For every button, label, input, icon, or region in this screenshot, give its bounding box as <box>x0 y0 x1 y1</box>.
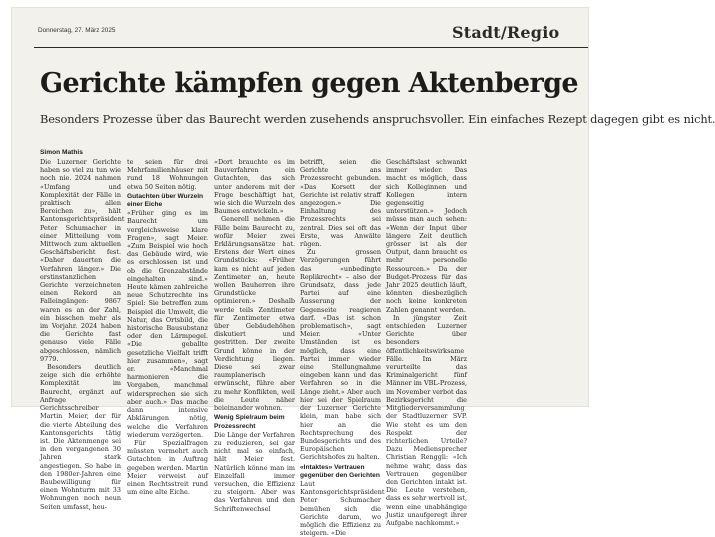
paragraph: Besonders deutlich zeige sich die erhöhte Komplexität im Baurecht, ergänzt auf Anfrage Gerichtsschreiber Martin Meier, der für die vierte Abteilung des Kantonsgerichts tätig ist. Die Aktenmenge sei in den vergangenen 30 Jahren stark angestiegen. So habe in den 1980er-Jahren eine Baubewilligung für einen Wohnturm mit 33 Wohnungen noch neun Seiten umfasst, heu- <box>40 363 121 511</box>
article-headline: Gerichte kämpfen gegen Aktenberge <box>40 68 578 99</box>
paragraph: Zu grossen Verzögerungen führt das «unbedingte Replikrecht» – also der Grundsatz, dass jede Partei auf eine Äusserung der Gegenseite reagieren darf. «Das ist schon problematisch», sagt Meier. «Unter Umständen ist es möglich, dass eine Partei immer wieder eine Stellungnahme eingeben kann und das Verfahren so in die Länge zieht.» Aber auch hier sei der Spielraum der Luzerner Gerichte klein, man habe sich hier an die Rechtsprechung des Bundesgerichts und des Europäischen Gerichtshofes zu halten. <box>300 248 381 462</box>
paragraph: Laut Kantonsgerichtspräsident Peter Schumacher bemühen sich die Gerichte darum, wo möglich die Effizienz zu steigern. «Die <box>300 479 385 537</box>
text-column-1 <box>40 158 125 511</box>
subheading: «Intaktes» Vertrauen gegenüber den Gerichten <box>300 463 380 479</box>
paragraph: Geschäftslast schwankt immer wieder. Das macht es möglich, dass sich Kolleginnen und Kollegen intern gegenseitig unterstützen.» Jedoch müsse man auch sehen: «Wenn der Input über längere Zeit deutlich grösser ist als der Output, dann braucht es mehr personelle Ressourcen.» Da der Budget-Prozess für das Jahr 2025 deutlich läuft, könnten diesbezüglich noch keine konkreten Zahlen genannt werden. <box>386 158 467 314</box>
paragraph: te seien für drei Mehrfamilienhäuser mit rund 18 Wohnungen etwa 50 Seiten nötig. <box>127 158 208 191</box>
paragraph: In jüngster Zeit entschieden Luzerner Gerichte über besonders öffentlichkeitswirksame Fälle. Im März verurteilte das Kriminalgericht fünf Männer im VBL-Prozess, im November verbot das Bezirksgericht die Mitgliederversammlung der Stadtluzerner SVP. Wie steht es um den Respekt der richterlichen Urteile? Dazu Mediensprecher Christian Renggli: «Ich nehme wahr, dass das Vertrauen gegenüber den Gerichten intakt ist. Die Leute verstehen, dass es sehr wertvoll ist, wenn eine unabhängige Justiz unaufgeregt ihrer Aufgabe nachkommt.» <box>386 313 467 527</box>
section-title: Stadt/Regio <box>452 23 560 42</box>
paragraph: Die Länge der Verfahren zu reduzieren, sei gar nicht mal so einfach, hält Meier fest. Natürlich könne man im Einzelfall immer versuchen, die Effizienz zu steigern. Aber was das Verfahren und den Schriftenwechsel <box>214 430 295 513</box>
subheading: Wenig Spielraum beim Prozessrecht <box>214 414 285 430</box>
issue-date: Donnerstag, 27. März 2025 <box>38 27 116 34</box>
newspaper-page <box>12 8 715 537</box>
subheading: Gutachten über Wurzeln einer Eiche <box>127 192 204 209</box>
paragraph: betrifft, seien die Gerichte ans Prozessrecht gebunden. «Das Korsett der Gerichte ist relativ straff angezogen.» Die Einhaltung des Prozessrechts sei zentral. Dies sei oft das Erste, was Anwälte rügen. <box>300 158 381 249</box>
paragraph: «Dort brauchte es im Bauverfahren ein Gutachten, das sich unter anderem mit der Frage beschäftigt hat, wie sich die Wurzeln des Baumes entwickeln.» <box>214 158 295 216</box>
paragraph: Für Spezialfragen müssten vermehrt auch Gutachten in Auftrag gegeben werden. Martin Meier verweist auf einen Rechtsstreit rund um eine alte Eiche. <box>127 438 208 497</box>
text-column-5 <box>386 158 467 527</box>
paragraph: Die Luzerner Gerichte haben so viel zu tun wie noch nie. 2024 nahmen «Umfang und Komplexität der Fälle in praktisch allen Bereichen zu», hält Kantonsgerichtspräsident Peter Schumacher in einer Mitteilung vom Mittwoch zum aktuellen Geschäftsbericht fest. «Daher dauerten die Verfahren länger.» Die erstinstanzlichen Gerichte verzeichneten einen Rekord an Falleingängen: 9867 waren es an der Zahl, ein bisschen mehr als im Vorjahr. 2024 haben die Gerichte fast genauso viele Fälle abgeschlossen, nämlich 9779. <box>40 158 125 363</box>
text-column-2 <box>127 158 208 496</box>
text-column-4 <box>300 158 385 537</box>
article-lead: Besonders Prozesse über das Baurecht werden zusehends anspruchsvoller. Ein einfaches Rezept dagegen gibt es nicht. <box>40 112 715 126</box>
author-byline: Simon Mathis <box>40 149 83 156</box>
masthead-rule <box>34 47 588 48</box>
paragraph: Generell nehmen die Fälle beim Baurecht zu, wofür Meier zwei Erklärungsansätze hat. Erstens der Wert eines Grundstücks: «Früher kam es nicht auf jeden Zentimeter an, heute wollen Bauherren ihre Grundstücke optimieren.» Deshalb werde teils Zentimeter für Zentimeter etwa über Gebäudehöhen diskutiert und gestritten. Der zweite Grund könne in der Verdichtung liegen. Diese sei zwar raumplanerisch erwünscht, führe aber zu mehr Konflikten, weil die Leute näher beieinander wohnen. <box>214 215 295 413</box>
text-column-3 <box>214 158 295 513</box>
paragraph: «Früher ging es im Baurecht um vergleichsweise klare Fragen», sagt Meier. «Zum Beispiel wie hoch das Gebäude wird, wie es erschlossen ist und ob die Grenzabstände eingehalten sind.» Heute kämen zahlreiche neue Schutzrechte ins Spiel: Sie betreffen zum Beispiel die Umwelt, die Natur, das Ortsbild, die historische Bausubstanz oder den Lärmpegel. «Die geballte gesetzliche Vielfalt trifft hier zusammen», sagt er. «Manchmal harmonieren die Vorgaben, manchmal widersprechen sie sich aber auch.» Das mache dann intensive Abklärungen nötig, welche die Verfahren wiederum verzögerten. <box>127 209 208 439</box>
